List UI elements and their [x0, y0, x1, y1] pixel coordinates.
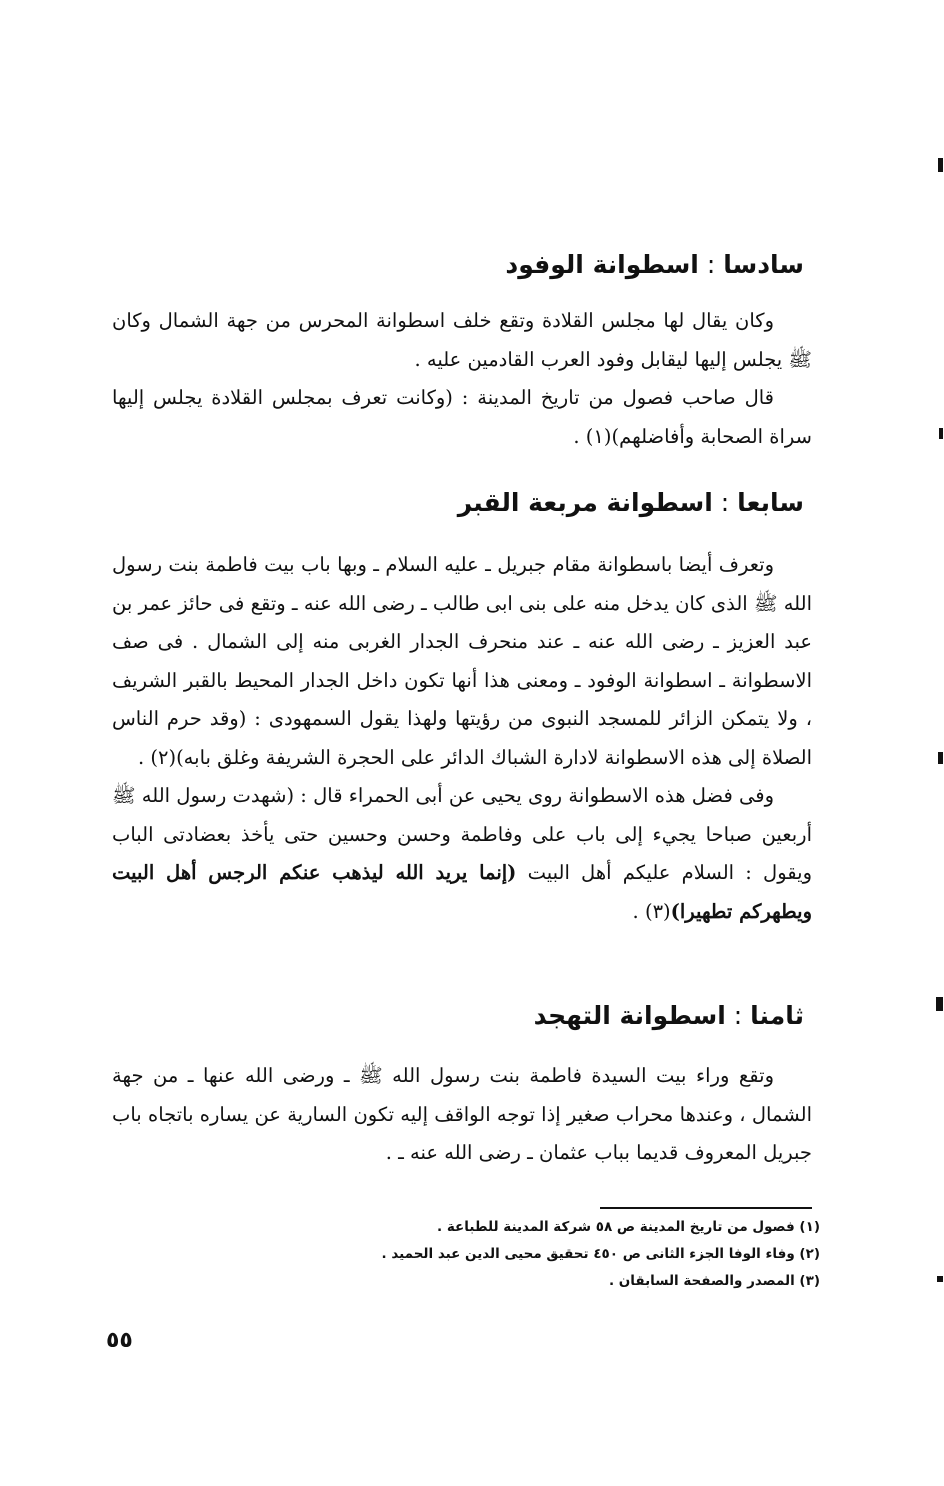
heading-ordinal: ثامنا	[750, 1001, 804, 1030]
scan-edge-mark	[938, 158, 943, 172]
heading-separator: :	[712, 488, 738, 517]
heading-ordinal: سابعا	[737, 488, 804, 517]
heading-separator: :	[725, 1001, 751, 1030]
scan-edge-mark	[937, 1276, 943, 1282]
heading-ordinal: سادسا	[723, 250, 804, 279]
footnote-divider	[600, 1207, 812, 1209]
paragraph-text: وفى فضل هذه الاسطوانة روى يحيى عن أبى الحمراء قال : (شهدت رسول الله ﷺ أربعين صباحا يجيء إلى باب على وفاطمة وحسن وحسين حتى يأخذ بعضادتى الباب ويقول : السلام عليكم أهل البيت	[112, 784, 812, 884]
section-body-eighth	[112, 1057, 812, 1173]
paragraph: وتعرف أيضا باسطوانة مقام جبريل ـ عليه السلام ـ وبها باب بيت فاطمة بنت رسول الله ﷺ الذى كان يدخل منه على بنى ابى طالب ـ رضى الله عنه ـ وتقع فى حائز عمر بن عبد العزيز ـ رضى الله عنه ـ عند منحرف الجدار الغربى منه إلى الشمال . فى صف الاسطوانة ـ اسطوانة الوفود ـ ومعنى هذا أنها تكون داخل الجدار المحيط بالقبر الشريف ، ولا يتمكن الزائر للمسجد النبوى من رؤيتها ولهذا يقول السمهودى : (وقد حرم الناس الصلاة إلى هذه الاسطوانة لادارة الشباك الدائر على الحجرة الشريفة وغلق بابه)(٢) .	[112, 553, 812, 769]
paragraph: قال صاحب فصول من تاريخ المدينة : (وكانت تعرف بمجلس القلادة يجلس إليها سراة الصحابة وأفاضلهم)(١) .	[112, 386, 812, 448]
heading-title: اسطوانة مربعة القبر	[457, 488, 713, 517]
footnote-ref: (٣) .	[632, 899, 671, 923]
footnote-item: (٢) وفاء الوفا الجزء الثانى ص ٤٥٠ تحقيق محيى الدين عبد الحميد .	[381, 1246, 820, 1262]
heading-separator: :	[698, 250, 724, 279]
footnote-item: (١) فصول من تاريخ المدينة ص ٥٨ شركة المدينة للطباعة .	[437, 1219, 820, 1235]
section-body-seventh	[112, 546, 812, 931]
quran-quote: (إنما يريد الله ليذهب عنكم الرجس أهل البيت ويطهركم تطهيرا)	[112, 861, 812, 923]
section-heading-eighth	[534, 996, 804, 1036]
heading-title: اسطوانة التهجد	[533, 1001, 726, 1030]
section-heading-seventh	[458, 483, 804, 523]
section-body-sixth	[112, 302, 812, 456]
paragraph: وتقع وراء بيت السيدة فاطمة بنت رسول الله ﷺ ـ ورضى الله عنها ـ من جهة الشمال ، وعندها محراب صغير إذا توجه الواقف إليه تكون السارية عن يساره باتجاه باب جبريل المعروف قديما بباب عثمان ـ رضى الله عنه ـ .	[112, 1064, 812, 1164]
page-number: ٥٥	[106, 1328, 133, 1353]
paragraph: وكان يقال لها مجلس القلادة وتقع خلف اسطوانة المحرس من جهة الشمال وكان ﷺ يجلس إليها ليقابل وفود العرب القادمين عليه .	[112, 309, 812, 371]
scan-edge-mark	[936, 997, 943, 1011]
paragraph	[112, 777, 812, 931]
footnote-item: (٣) المصدر والصفحة السابقان .	[608, 1273, 820, 1289]
section-heading-sixth	[505, 245, 804, 285]
footnotes	[382, 1214, 821, 1295]
scan-edge-mark	[939, 428, 943, 439]
heading-title: اسطوانة الوفود	[505, 250, 699, 279]
scan-edge-mark	[938, 752, 943, 764]
